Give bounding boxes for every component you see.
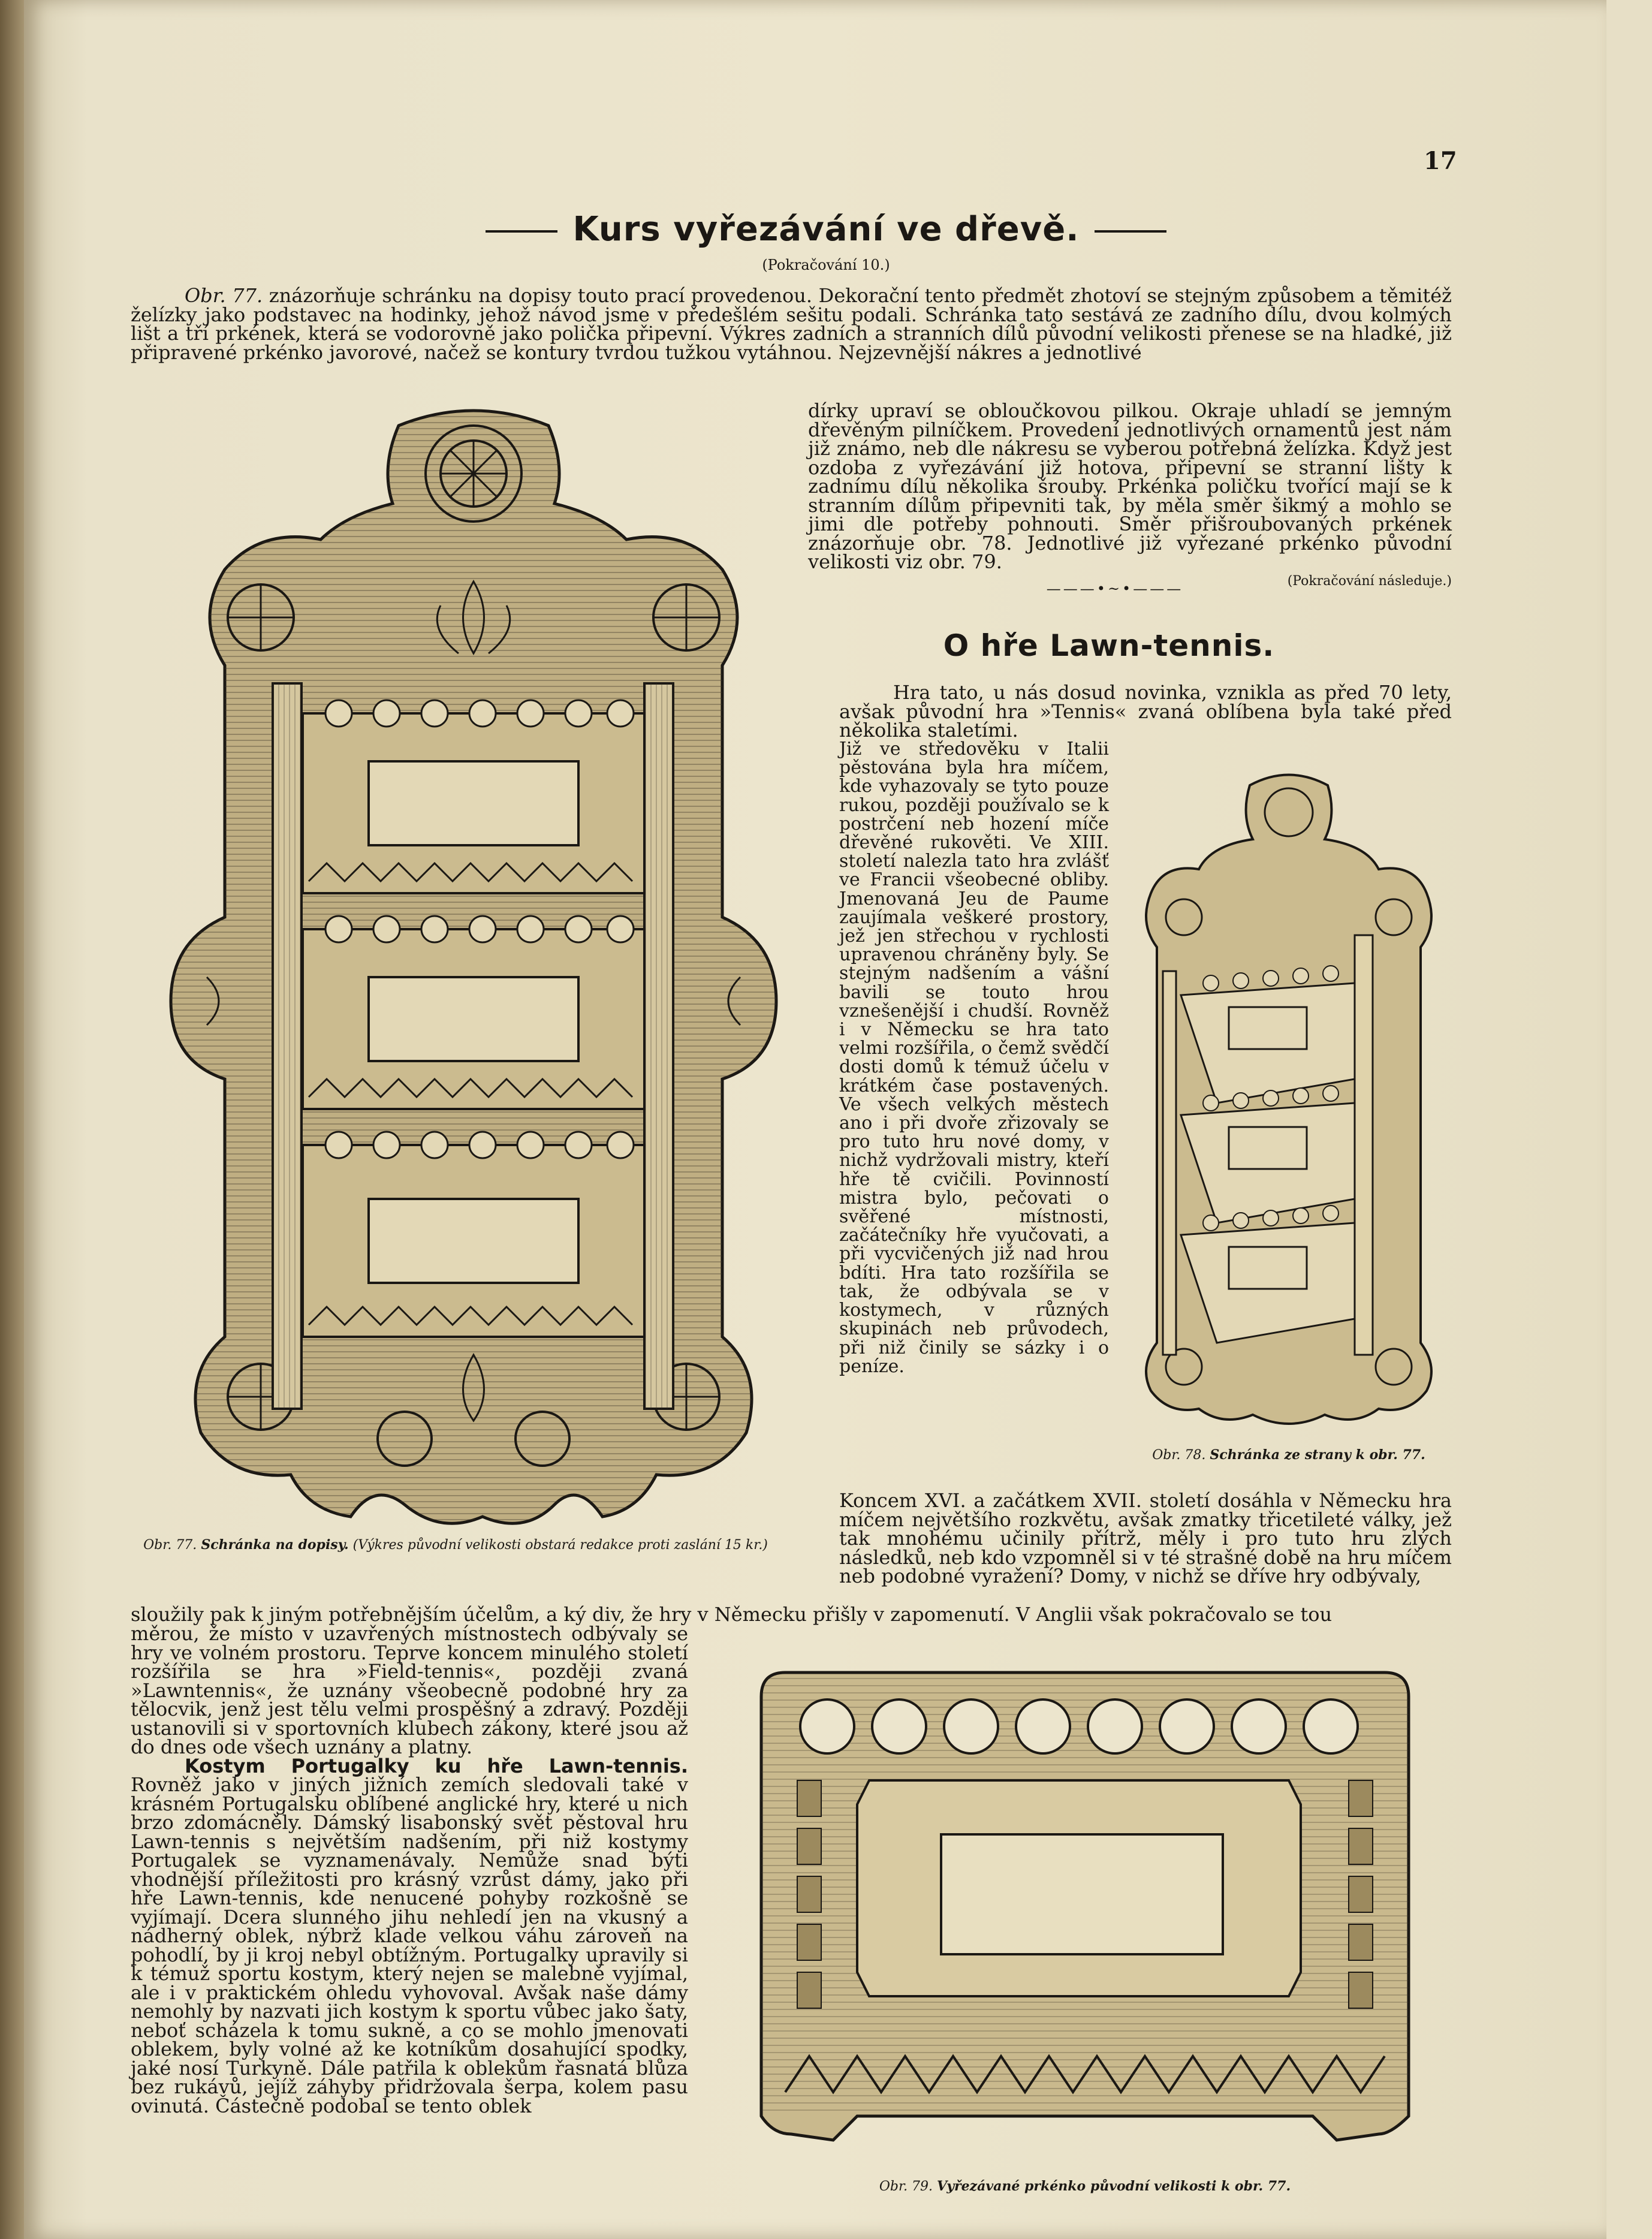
continued-note: (Pokračování 10.) bbox=[762, 257, 890, 273]
lawn-medium-text: Koncem XVI. a začátkem XVII. století dosáhla v Německu hra míčem největšího rozkvětu, avšak zmatky třicetileté války, jež tak mnohému učinily přítrž, měly i pro tuto hru zlých následků, neb kdo vzpomněl si v té strašné době na hru míčem neb podobné vyražení? Domy, v nichž se dříve hry odbývaly, bbox=[839, 1489, 1452, 1587]
figure-77-label: Obr. 77. bbox=[143, 1538, 197, 1553]
figure-79-panel bbox=[941, 1834, 1223, 1954]
portugalka-heading: Kostym Portugalky ku hře Lawn-tennis. bbox=[185, 1754, 688, 1777]
book-spine bbox=[0, 0, 24, 2239]
figure-77-note: (Výkres původní velikosti obstará redakce proti zaslání 15 kr.) bbox=[352, 1538, 768, 1553]
figure-78-label: Obr. 78. bbox=[1152, 1448, 1206, 1463]
to-be-continued-note: (Pokračování následuje.) bbox=[1287, 573, 1452, 589]
intro-paragraph bbox=[131, 284, 1452, 364]
lawn-narrow-paragraph bbox=[839, 740, 1109, 1376]
lawn-medium-paragraph bbox=[839, 1491, 1452, 1586]
title-rule-left bbox=[486, 230, 557, 233]
lawn-narrow-text: Již ve středověku v Italii pěstována byla hra míčem, kde vyhazovaly se tyto pouze rukou, později používalo se k postrčení neb hození míče dřevěné rukověti. Ve XIII. století nalezla tato hra zvlášť ve Francii všeobecné obliby. Jmenovaná Jeu de Paume zaujímala veškeré prostory, jež jen střechou v rychlosti upravenou chráněny byly. Se stejným nadšením a vášní bavili se touto hrou vznešenější i chudší. Rovněž i v Německu se hra tato velmi rozšířila, o čemž svědčí dosti domů k témuž účelu v krátkém čase postavených. Ve všech velkých městech ano i při dvoře zřizovaly se pro tuto hru nové domy, v nichž vydržovali mistry, kteří hře tě cvičili. Povinností mistra bylo, pečovati o svěřené místnosti, začátečníky hře vyučovati, a při vycvičených již nad hrou bdíti. Hra tato rozšířila se tak, že odbývala se v kostymech, v různých skupinách neb průvodech, při niž činily se sázky i o peníze. bbox=[839, 739, 1109, 1377]
figure-79-illustration bbox=[749, 1661, 1421, 2170]
article-title-text: Kurs vyřezávání ve dřevě. bbox=[572, 210, 1080, 249]
page-number: 17 bbox=[1424, 147, 1457, 175]
obr-reference: Obr. 77. bbox=[185, 284, 263, 307]
lawn-left-text: měrou, že místo v uzavřených místnostech odbývaly se hry ve volném prostoru. Teprve koncem minulého století rozšířila se hra »Field-tennis«, později zvaná »Lawntennis«, že uznány všeobecně podobné hry za tělocvik, jenž jest tělu velmi prospěšný a zdravý. Později ustanovili si v sportovních klubech zákony, které jsou až do dnes ode všech uznány a platny. bbox=[131, 1622, 688, 1758]
lawn-full-text: sloužily pak k jiným potřebnějším účelům, a ký div, že hry v Německu přišly v zapomenutí. V Anglii však pokračovalo se tou bbox=[131, 1603, 1333, 1626]
figure-77-illustration bbox=[147, 402, 800, 1541]
lawn-left-paragraph bbox=[131, 1622, 688, 2117]
right-column-text: dírky upraví se obloučkovou pilkou. Okraje uhladí se jemným dřevěným pilníčkem. Provedení jednotlivých ornamentů jest nám již známo, neb dle nákresu se vyberou potřebná želízka. Když jest ozdoba z vyřezávání již hotova, připevní se stranní lišty k zadnímu dílu několika šrouby. Prkénka poličku tvořící mají se k stranním dílům připevniti tak, by měla směr šikmý a mohlo se jimi dle potřeby pohnouti. Směr přišroubovaných prkének znázorňuje obr. 78. Jednotlivé již vyřezané prkénko původní velikosti viz obr. 79. bbox=[808, 399, 1452, 573]
lawn-intro-text: Hra tato, u nás dosud novinka, vznikla as před 70 lety, avšak původní hra »Tennis« zvaná oblíbena byla také před několika staletími. bbox=[839, 681, 1452, 742]
lawn-intro-paragraph bbox=[839, 683, 1452, 740]
portugalka-text: Rovněž jako v jiných jižních zemích sledovali také v krásném Portugalsku oblíbené anglické hry, které u nich brzo zdomácněly. Dámský lisabonský svět pěstoval hru Lawn-tennis s největším nadšením, při niž kostymy Portugalek se vyznamenávaly. Nemůže snad býti vhodnější příležitosti pro krásný vzrůst dámy, jako při hře Lawn-tennis, kde nenucené pohyby rozkošně se vyjímají. Dcera slunného jihu nehledí jen na vkusný a nádherný oblek, nýbrž klade velkou váhu zároveň na pohodlí, by ji kroj nebyl obtížným. Portugalky upravily si k témuž sportu kostym, který nejen se malebně vyjímal, ale i v praktickém ohledu vyhovoval. Avšak naše dámy nemohly by nazvati jich kostym k sportu vůbec jako šaty, neboť scházela k tomu sukně, a co se mohlo jmenovati oblekem, byly volné až ke kotníkům dosahující spodky, jaké nosí Turkyně. Dále patřila k oblekům řasnatá blůza bez rukávů, jejíž záhyby přidržovala šerpa, kolem pasu ovinutá. Částečně podobal se tento oblek bbox=[131, 1773, 688, 2117]
lawn-full-paragraph bbox=[131, 1605, 1452, 1625]
figure-79-caption bbox=[749, 2177, 1421, 2196]
figure-78-title: Schránka ze strany k obr. 77. bbox=[1210, 1447, 1425, 1463]
figure-79-title: Vyřezávané prkénko původní velikosti k obr. 77. bbox=[937, 2178, 1291, 2194]
intro-text: znázorňuje schránku na dopisy touto prací provedenou. Dekorační tento předmět zhotoví se stejným způsobem a těmitéž želízky jako podstavec na hodinky, jehož návod jsme v předešlém sešitu podali. Schránka tato sestává ze zadního dílu, dvou kolmých lišt a tří prkének, která se vodorovně jako polička připevní. Výkres zadních a stranních dílů původní velikosti přenese se na hladké, již připravené prkénko javorové, načež se kontury tvrdou tužkou vytáhnou. Nejzevnější nákres a jednotlivé bbox=[131, 284, 1452, 364]
figure-78-caption bbox=[1121, 1446, 1457, 1464]
figure-78-illustration bbox=[1127, 767, 1451, 1433]
figure-77-title: Schránka na dopisy. bbox=[201, 1537, 349, 1553]
figure-77-caption bbox=[129, 1536, 782, 1554]
figure-77-shelves bbox=[303, 713, 644, 1337]
lawn-tennis-title: O hře Lawn-tennis. bbox=[943, 628, 1275, 663]
section-divider: ———•~•——— bbox=[1046, 580, 1184, 597]
title-rule-right bbox=[1095, 230, 1166, 233]
article-title bbox=[0, 210, 1652, 249]
right-column-paragraph bbox=[808, 399, 1452, 590]
figure-79-label: Obr. 79. bbox=[879, 2179, 933, 2194]
